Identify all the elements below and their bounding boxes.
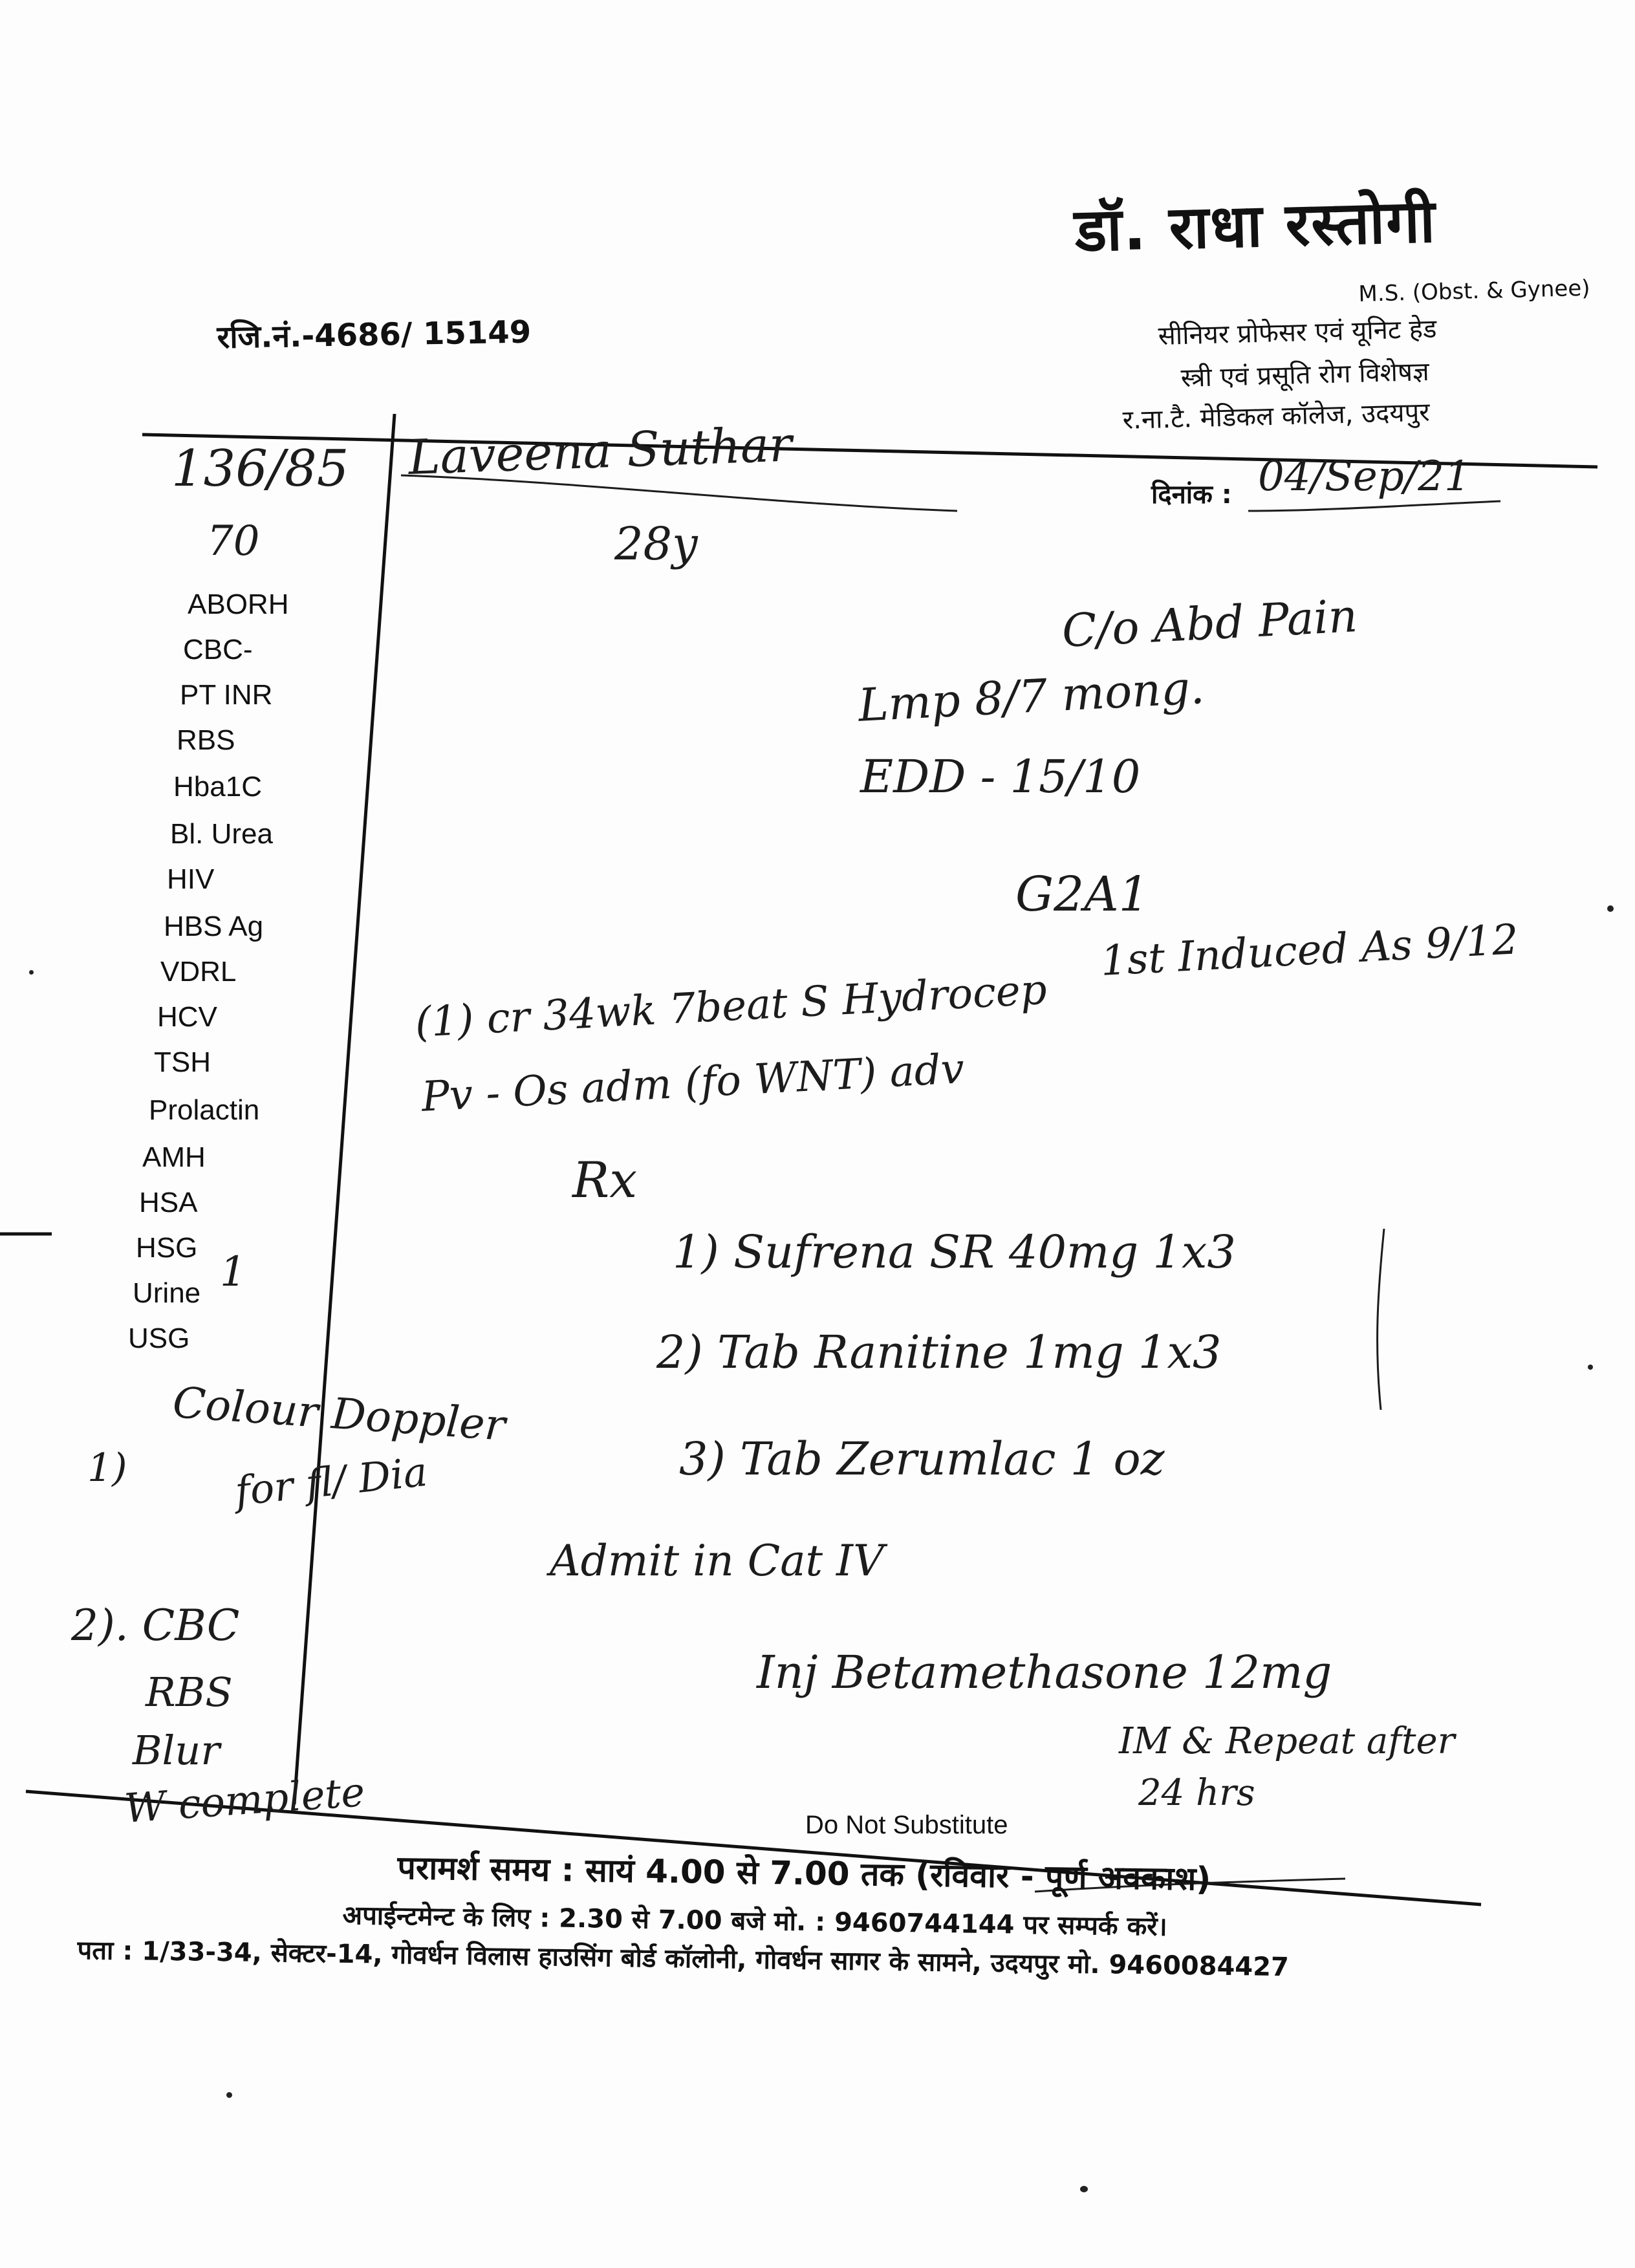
- test-item: TSH: [154, 1046, 211, 1078]
- test-item: RBS: [177, 724, 235, 756]
- test-item: HIV: [167, 863, 215, 895]
- hw-rx-line: Admit in Cat IV: [550, 1536, 884, 1586]
- consultation-time: परामर्श समय : सायं 4.00 से 7.00 तक (रविवार - पूर्ण अवकाश): [397, 1848, 1211, 1898]
- hw-rx-line: 3) Tab Zerumlac 1 oz: [679, 1432, 1165, 1485]
- test-item: Urine: [133, 1277, 201, 1309]
- test-item: Bl. Urea: [170, 818, 273, 850]
- hw-patient-name: Laveena Suthar: [407, 416, 793, 486]
- test-item: HSA: [139, 1187, 198, 1218]
- hw-rx-line: 24 hrs: [1138, 1772, 1255, 1814]
- date-label: दिनांक :: [1151, 480, 1232, 510]
- clinic-address: पता : 1/33-34, सेक्टर-14, गोवर्धन विलास हाउसिंग बोर्ड कॉलोनी, गोवर्धन सागर के सामने, उदयपुर मो. 9460084427: [77, 1935, 1290, 1983]
- test-item: HBS Ag: [164, 911, 264, 942]
- hw-urine-mark: 1: [220, 1248, 246, 1296]
- test-item: USG: [128, 1323, 190, 1354]
- hw-left-code2: 70: [207, 517, 260, 565]
- hw-rx-symbol: Rx: [572, 1151, 638, 1209]
- test-item: HSG: [136, 1232, 198, 1264]
- hw-left-code: 136/85: [171, 440, 349, 498]
- hw-obstetric: G2A1: [1015, 867, 1149, 922]
- registration-number: रजि.नं.-4686/ 15149: [217, 314, 532, 356]
- hw-notes: (1) cr 34wk 7beat S Hydrocep: [414, 966, 1048, 1047]
- hw-left-notes: Blur: [133, 1727, 220, 1774]
- hw-rx-line: 2) Tab Ranitine 1mg 1x3: [656, 1326, 1222, 1379]
- doctor-specialty: स्त्री एवं प्रसूति रोग विशेषज्ञ: [1180, 356, 1430, 393]
- hw-history: EDD - 15/10: [860, 750, 1141, 803]
- test-item: PT INR: [180, 679, 273, 711]
- hw-rx-line: Inj Betamethasone 12mg: [757, 1646, 1332, 1699]
- test-item: VDRL: [160, 956, 237, 988]
- hw-left-notes: W complete: [123, 1768, 367, 1832]
- test-item: Hba1C: [173, 771, 262, 803]
- appointment-info: अपाईन्टमेन्ट के लिए : 2.30 से 7.00 बजे मो. : 9460744144 पर सम्पर्क करें।: [342, 1900, 1168, 1942]
- test-item: ABORH: [188, 589, 289, 620]
- hw-history: Lmp 8/7 mong.: [857, 660, 1206, 732]
- hw-left-notes: 2). CBC: [71, 1601, 240, 1650]
- scan-speck: [1588, 1365, 1593, 1370]
- hw-induced: 1st Induced As 9/12: [1099, 916, 1520, 986]
- hw-left-notes: Colour Doppler: [171, 1377, 507, 1451]
- date-underline: [1248, 501, 1500, 511]
- rx-bracket: [1378, 1229, 1384, 1410]
- hw-left-num: 1): [87, 1445, 127, 1491]
- test-item: HCV: [157, 1001, 217, 1033]
- doctor-name: डॉ. राधा रस्तोगी: [1074, 186, 1438, 265]
- hw-left-notes: for fl/ Dia: [233, 1447, 430, 1515]
- scan-speck: [1607, 905, 1614, 912]
- hw-history: C/o Abd Pain: [1061, 589, 1359, 658]
- hw-rx-line: 1) Sufrena SR 40mg 1x3: [673, 1226, 1236, 1279]
- hw-left-notes: RBS: [146, 1669, 233, 1716]
- scan-speck: [29, 970, 34, 975]
- hw-date-value: 04/Sep/21: [1258, 453, 1471, 501]
- test-item: Prolactin: [149, 1094, 260, 1126]
- doctor-designation: सीनियर प्रोफेसर एवं यूनिट हेड: [1158, 314, 1437, 351]
- do-not-substitute: Do Not Substitute: [805, 1811, 1008, 1839]
- scan-speck: [226, 2092, 232, 2098]
- doctor-institution: र.ना.टै. मेडिकल कॉलेज, उदयपुर: [1122, 397, 1431, 435]
- column-divider: [294, 414, 395, 1804]
- hw-patient-age: 28y: [614, 517, 698, 570]
- hw-notes: Pv - Os adm (fo WNT) adv: [420, 1045, 966, 1121]
- test-item: AMH: [142, 1141, 206, 1173]
- scan-speck: [1080, 2186, 1088, 2192]
- hw-rx-line: IM & Repeat after: [1119, 1720, 1455, 1762]
- doctor-degree: M.S. (Obst. & Gynee): [1358, 275, 1590, 307]
- test-item: CBC-: [183, 634, 253, 665]
